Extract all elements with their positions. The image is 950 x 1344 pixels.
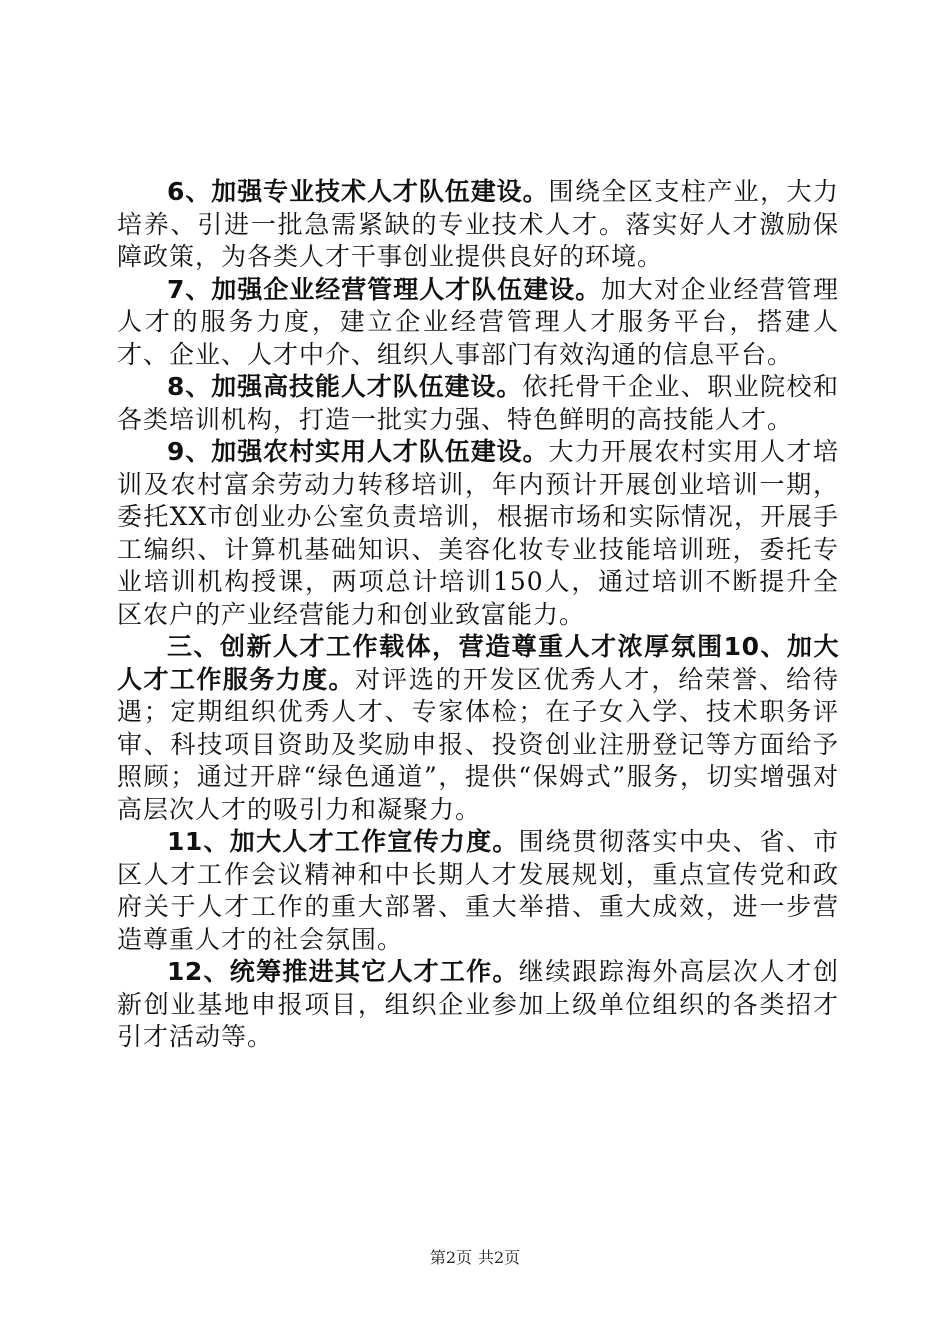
paragraph-heading: 9、加强农村实用人才队伍建设。: [167, 437, 549, 466]
paragraph-item-10: [117, 631, 839, 826]
paragraph-item-11: [117, 826, 839, 956]
paragraph-item-12: [117, 956, 839, 1054]
paragraph-body: 围绕贯彻落实中央、省、市区人才工作会议精神和中长期人才发展规划，重点宣传党和政府关于人才工作的重大部署、重大举措、重大成效，进一步营造尊重人才的社会氛围。: [117, 827, 839, 954]
paragraph-heading: 三、创新人才工作载体，营造尊重人才浓厚氛围10、加大人才工作服务力度。: [117, 632, 839, 694]
paragraph-item-6: [117, 176, 839, 274]
paragraph-body: 围绕全区支柱产业，大力培养、引进一批急需紧缺的专业技术人才。落实好人才激励保障政策，为各类人才干事创业提供良好的环境。: [117, 177, 839, 271]
page-number: 第2页: [429, 1248, 472, 1267]
paragraph-body: 大力开展农村实用人才培训及农村富余劳动力转移培训，年内预计开展创业培训一期，委托XX市创业办公室负责培训，根据市场和实际情况，开展手工编织、计算机基础知识、美容化妆专业技能培训班，委托专业培训机构授课，两项总计培训150人，通过培训不断提升全区农户的产业经营能力和创业致富能力。: [117, 437, 839, 629]
paragraph-item-9: [117, 436, 839, 631]
document-body: [117, 176, 839, 1054]
paragraph-body: 继续跟踪海外高层次人才创新创业基地申报项目，组织企业参加上级单位组织的各类招才引才活动等。: [117, 957, 839, 1051]
paragraph-heading: 11、加大人才工作宣传力度。: [167, 827, 519, 856]
paragraph-heading: 6、加强专业技术人才队伍建设。: [167, 177, 549, 206]
paragraph-heading: 12、统筹推进其它人才工作。: [167, 957, 519, 986]
paragraph-body: 依托骨干企业、职业院校和各类培训机构，打造一批实力强、特色鲜明的高技能人才。: [117, 372, 839, 434]
paragraph-heading: 7、加强企业经营管理人才队伍建设。: [167, 274, 602, 304]
paragraph-item-8: [117, 371, 839, 436]
paragraph-body: 对评选的开发区优秀人才，给荣誉、给待遇；定期组织优秀人才、专家体检；在子女入学、技术职务评审、科技项目资助及奖励申报、投资创业注册登记等方面给予照顾；通过开辟“绿色通道”，提供“保姆式”服务，切实增强对高层次人才的吸引力和凝聚力。: [117, 664, 839, 824]
page-total: 共2页: [478, 1248, 521, 1267]
page-footer: [0, 1245, 950, 1268]
paragraph-heading: 8、加强高技能人才队伍建设。: [167, 372, 523, 401]
paragraph-body: 加大对企业经营管理人才的服务力度，建立企业经营管理人才服务平台，搭建人才、企业、人才中介、组织人事部门有效沟通的信息平台。: [117, 274, 839, 369]
paragraph-item-7: [117, 274, 839, 372]
